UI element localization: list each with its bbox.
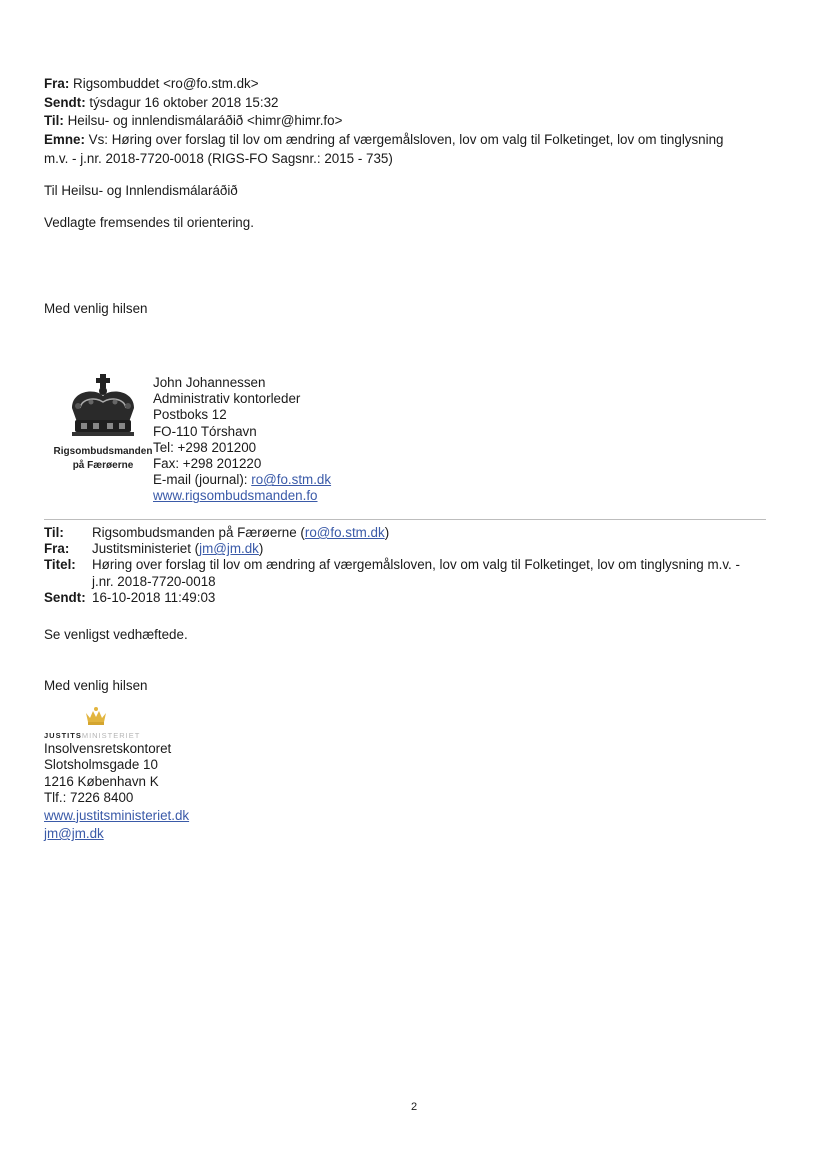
- forwarded-title-row: [44, 557, 740, 589]
- header-subject: [44, 130, 724, 149]
- forwarded-sent-row: [44, 590, 740, 606]
- jm-wordmark-light: MINISTERIET: [81, 731, 141, 740]
- signature-address1: Postboks 12: [153, 407, 227, 423]
- jm-wordmark-bold: JUSTITS: [44, 731, 82, 740]
- forwarded-header: [44, 525, 740, 606]
- greeting: Til Heilsu- og Innlendismálaráðið: [44, 183, 238, 198]
- forwarded-title-line1: Høring over forslag til lov om ændring af værgemålsloven, lov om valg til Folketinget, lov om tinglysning m.v. -: [92, 557, 740, 573]
- header-from-value: Rigsombuddet <ro@fo.stm.dk>: [73, 76, 259, 91]
- closing: Med venlig hilsen: [44, 301, 148, 316]
- jm-signature-block: [44, 741, 189, 842]
- forwarded-to-row: [44, 525, 740, 541]
- header-subject-line1: Vs: Høring over forslag til lov om ændring af værgemålsloven, lov om valg til Folketinget, lov om tinglysning: [88, 132, 724, 147]
- justitsministeriet-logo: [44, 706, 140, 740]
- header-from-label: Fra:: [44, 76, 70, 91]
- message: Vedlagte fremsendes til orientering.: [44, 215, 254, 230]
- crown-icon: [66, 372, 140, 440]
- signature-title: Administrativ kontorleder: [153, 391, 301, 407]
- header-sent-label: Sendt:: [44, 95, 86, 110]
- forward-divider: [44, 519, 766, 520]
- forwarded-sent-value: 16-10-2018 11:49:03: [92, 589, 216, 605]
- forwarded-from-email-link[interactable]: jm@jm.dk: [199, 541, 259, 557]
- forwarded-from-label: Fra:: [44, 541, 70, 557]
- forwarded-to-label: Til:: [44, 525, 64, 540]
- forwarded-title-line2: j.nr. 2018-7720-0018: [92, 573, 216, 589]
- header-subject-line2: m.v. - j.nr. 2018-7720-0018 (RIGS-FO Sagsnr.: 2015 - 735): [44, 151, 393, 166]
- signature-block: [153, 375, 331, 505]
- forwarded-sent-label: Sendt:: [44, 589, 86, 605]
- logo-caption-1: Rigsombudsmanden: [53, 446, 153, 457]
- header-sent: [44, 93, 279, 112]
- jm-phone: Tlf.: 7226 8400: [44, 790, 134, 806]
- logo-caption-2: på Færøerne: [72, 460, 134, 471]
- signature-phone: Tel: +298 201200: [153, 439, 257, 455]
- header-sent-value: týsdagur 16 oktober 2018 15:32: [89, 95, 279, 110]
- signature-website-link[interactable]: www.rigsombudsmanden.fo: [153, 488, 318, 504]
- header-from: [44, 74, 259, 93]
- signature-address2: FO-110 Tórshavn: [153, 423, 257, 439]
- header-subject-label: Emne:: [44, 132, 85, 147]
- forwarded-to-close: ): [384, 525, 390, 540]
- signature-email-line: [153, 472, 331, 488]
- forwarded-title-label: Titel:: [44, 557, 76, 573]
- header-to: [44, 111, 342, 130]
- jm-website-link[interactable]: www.justitsministeriet.dk: [44, 807, 190, 823]
- jm-city: 1216 København K: [44, 773, 159, 789]
- jm-office: Insolvensretskontoret: [44, 741, 172, 756]
- forwarded-closing: Med venlig hilsen: [44, 678, 148, 693]
- rigsombudsmanden-logo: [44, 372, 162, 473]
- gold-crown-icon: [84, 706, 108, 726]
- page-number: 2: [410, 1101, 418, 1113]
- forwarded-from-close: ): [258, 541, 264, 557]
- forwarded-to-email-link[interactable]: ro@fo.stm.dk: [304, 525, 385, 540]
- signature-name: John Johannessen: [153, 375, 266, 390]
- signature-email-label: E-mail (journal):: [153, 472, 252, 488]
- jm-email-link[interactable]: jm@jm.dk: [44, 826, 104, 842]
- jm-wordmark: [44, 731, 140, 740]
- header-to-label: Til:: [44, 113, 64, 128]
- header-to-value: Heilsu- og innlendismálaráðið <himr@himr.fo>: [67, 113, 343, 128]
- forwarded-from-name: Justitsministeriet (: [92, 541, 200, 557]
- signature-email-link[interactable]: ro@fo.stm.dk: [251, 472, 332, 488]
- forwarded-message: Se venligst vedhæftede.: [44, 627, 188, 642]
- forwarded-to-name: Rigsombudsmanden på Færøerne (: [92, 525, 305, 540]
- signature-fax: Fax: +298 201220: [153, 456, 262, 472]
- jm-street: Slotsholmsgade 10: [44, 757, 158, 773]
- forwarded-from-row: [44, 541, 740, 557]
